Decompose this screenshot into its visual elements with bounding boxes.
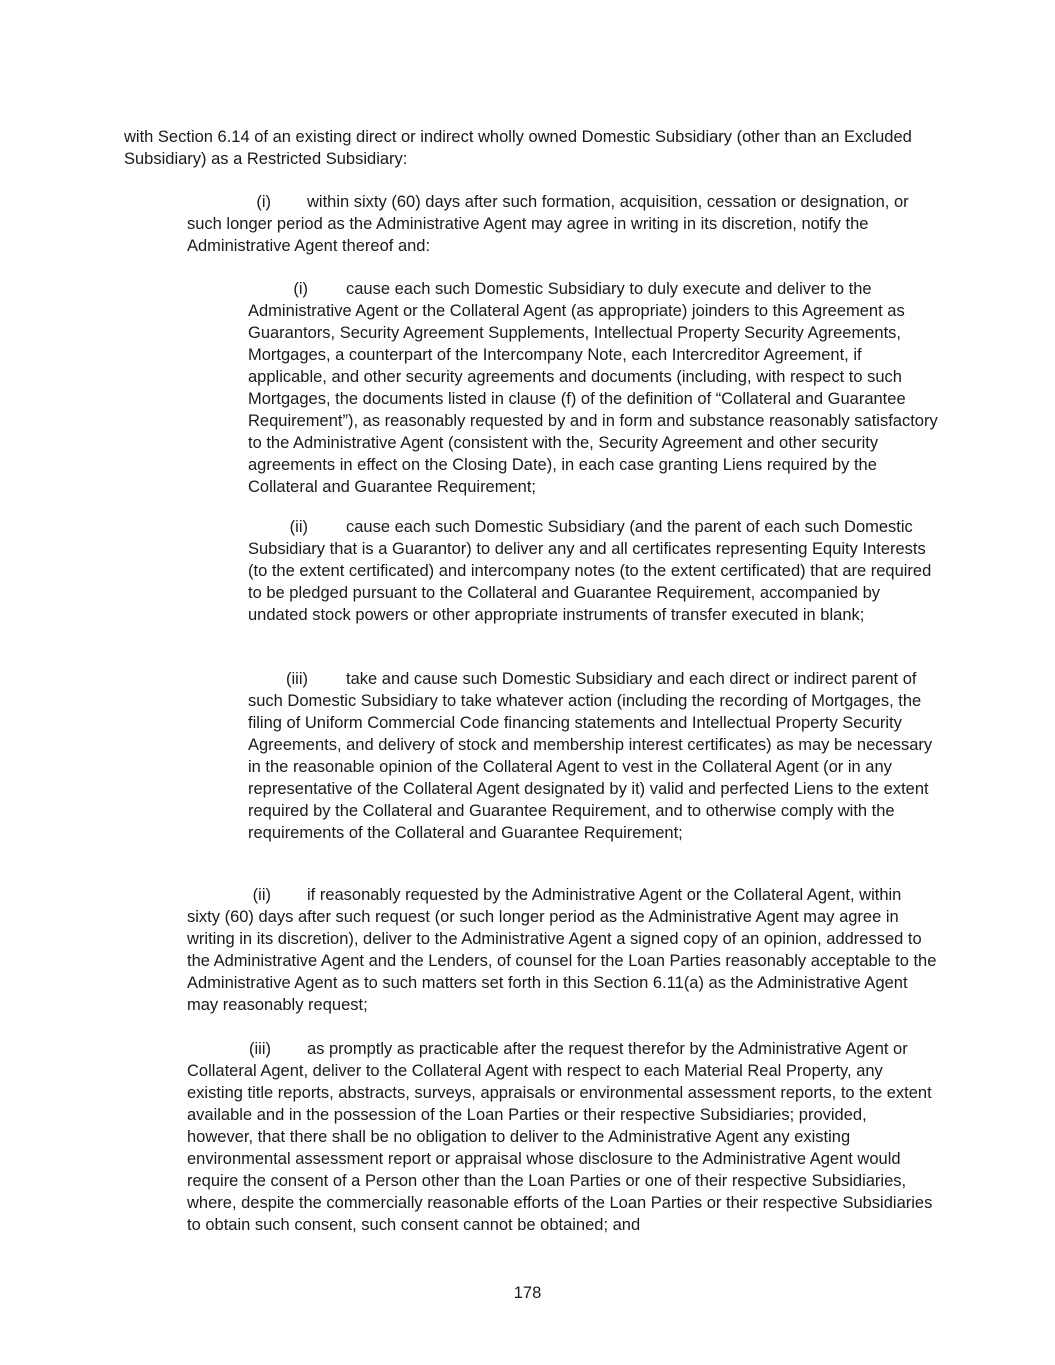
clause-level2-ii	[248, 516, 938, 626]
clause-text: take and cause such Domestic Subsidiary and each direct or indirect parent of such Domestic Subsidiary to take whatever action (including the recording of Mortgages, the filing of Uniform Commercial Code financing statements and Intellectual Property Security Agreements, and delivery of stock and membership interest certificates) as may be necessary in the reasonable opinion of the Collateral Agent to vest in the Collateral Agent (or in any representative of the Collateral Agent designated by it) valid and perfected Liens to the extent required by the Collateral and Guarantee Requirement, and to otherwise comply with the requirements of the Collateral and Guarantee Requirement;	[248, 670, 933, 842]
clause-text: if reasonably requested by the Administrative Agent or the Collateral Agent, within sixty (60) days after such request (or such longer period as the Administrative Agent may agree in writing in its discretion), deliver to the Administrative Agent a signed copy of an opinion, addressed to the Administrative Agent and the Lenders, of counsel for the Loan Parties reasonably acceptable to the Administrative Agent as to such matters set forth in this Section 6.11(a) as the Administrative Agent may reasonably request;	[187, 886, 937, 1014]
clause-marker: (ii)	[252, 886, 271, 904]
clause-marker: (i)	[256, 193, 271, 211]
clause-level2-iii	[248, 668, 938, 844]
intro-text: with Section 6.14 of an existing direct or indirect wholly owned Domestic Subsidiary (other than an Excluded Subsidiary) as a Restricted Subsidiary:	[124, 128, 912, 168]
clause-text: cause each such Domestic Subsidiary (and the parent of each such Domestic Subsidiary that is a Guarantor) to deliver any and all certificates representing Equity Interests (to the extent certificated) and intercompany notes (to the extent certificated) that are required to be pledged pursuant to the Collateral and Guarantee Requirement, accompanied by undated stock powers or other appropriate instruments of transfer executed in blank;	[248, 518, 932, 624]
clause-level2-i	[248, 278, 938, 498]
clause-text: cause each such Domestic Subsidiary to duly execute and deliver to the Administrative Agent or the Collateral Agent (as appropriate) joinders to this Agreement as Guarantors, Security Agreement Supplements, Intellectual Property Security Agreements, Mortgages, a counterpart of the Intercompany Note, each Intercreditor Agreement, if applicable, and other security agreements and documents (including, with respect to such Mortgages, the documents listed in clause (f) of the definition of “Collateral and Guarantee Requirement”), as reasonably requested by and in form and substance reasonably satisfactory to the Administrative Agent (consistent with the, Security Agreement and other security agreements in effect on the Closing Date), in each case granting Liens required by the Collateral and Guarantee Requirement;	[248, 280, 938, 496]
clause-marker: (iii)	[286, 670, 308, 688]
intro-paragraph	[124, 126, 924, 170]
clause-marker: (ii)	[289, 518, 308, 536]
clause-level1-ii	[187, 884, 937, 1016]
clause-level1-i	[187, 191, 937, 257]
clause-marker: (i)	[293, 280, 308, 298]
clause-level1-iii	[187, 1038, 937, 1236]
clause-marker: (iii)	[249, 1040, 271, 1058]
page-number: 178	[513, 1284, 542, 1302]
clause-text: as promptly as practicable after the request therefor by the Administrative Agent or Collateral Agent, deliver to the Collateral Agent with respect to each Material Real Property, any existing title reports, abstracts, surveys, appraisals or environmental assessment reports, to the extent available and in the possession of the Loan Parties or their respective Subsidiaries; provided, however, that there shall be no obligation to deliver to the Administrative Agent any existing environmental assessment report or appraisal whose disclosure to the Administrative Agent would require the consent of a Person other than the Loan Parties or one of their respective Subsidiaries, where, despite the commercially reasonable efforts of the Loan Parties or their respective Subsidiaries to obtain such consent, such consent cannot be obtained; and	[187, 1040, 933, 1234]
clause-text: within sixty (60) days after such formation, acquisition, cessation or designation, or such longer period as the Administrative Agent may agree in writing in its discretion, notify the Administrative Agent thereof and:	[187, 193, 909, 255]
